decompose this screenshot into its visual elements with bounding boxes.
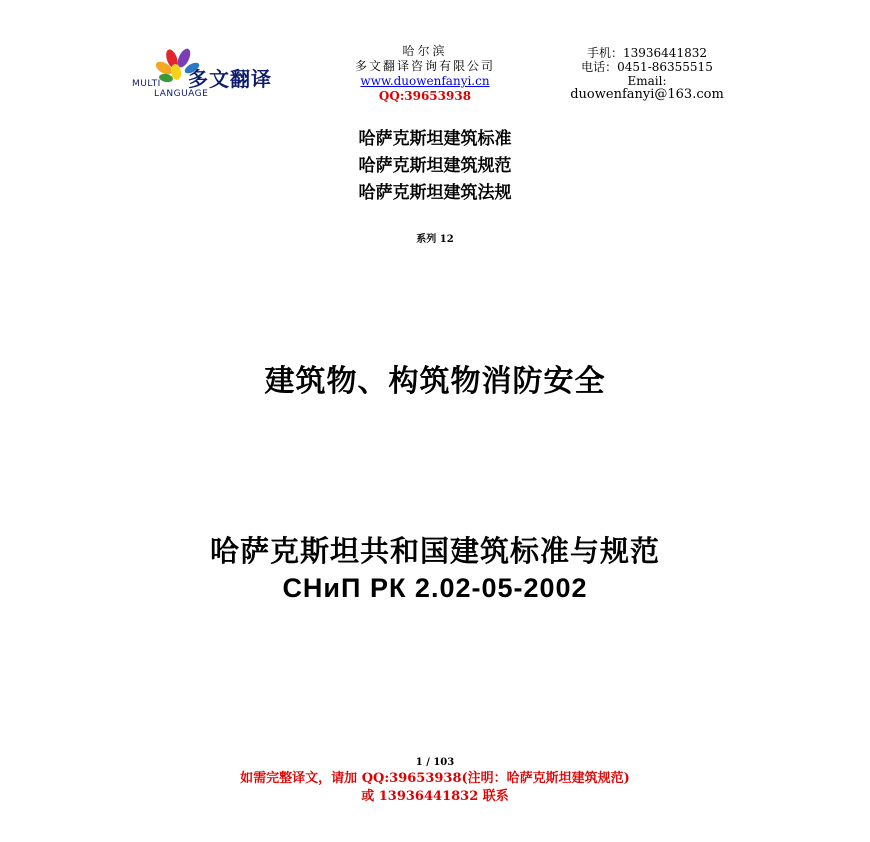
footer-line-1: 如需完整译文，请加 QQ:39653938(注明：哈萨克斯坦建筑规范)	[240, 771, 630, 786]
standard-code: СНиП РК 2.02-05-2002	[282, 573, 588, 603]
company-name: 多文翻译咨询有限公司	[354, 59, 495, 73]
mobile-number: 手机：13936441832	[587, 46, 707, 60]
website-link[interactable]: www.duowenfanyi.cn	[360, 74, 490, 88]
city: 哈尔滨	[402, 44, 448, 58]
company-info	[330, 44, 520, 104]
document-title: 建筑物、构筑物消防安全	[264, 364, 606, 399]
logo-brand-en-2: LANGUAGE	[154, 89, 209, 99]
footer-line-2: 或 13936441832 联系	[361, 789, 509, 804]
series-title: 哈萨克斯坦建筑规范	[358, 156, 512, 176]
qq-number: QQ:39653938	[378, 89, 472, 103]
series-title: 哈萨克斯坦建筑标准	[358, 129, 512, 149]
series-title: 哈萨克斯坦建筑法规	[358, 183, 512, 203]
phone-number: 电话：0451-86355515	[581, 60, 713, 74]
logo-brand-cn: 多文翻译	[188, 67, 272, 91]
email-address[interactable]: duowenfanyi@163.com	[570, 87, 724, 102]
series-number: 系列 12	[416, 234, 454, 245]
footer-note	[0, 770, 870, 806]
email-label: Email:	[627, 74, 667, 88]
company-logo	[130, 48, 285, 104]
series-titles	[0, 126, 870, 207]
standard-title: 哈萨克斯坦共和国建筑标准与规范	[209, 534, 660, 568]
contact-info	[552, 46, 742, 102]
logo-brand-en-1: MULTI	[132, 79, 161, 89]
page-number: 1 / 103	[415, 757, 455, 768]
